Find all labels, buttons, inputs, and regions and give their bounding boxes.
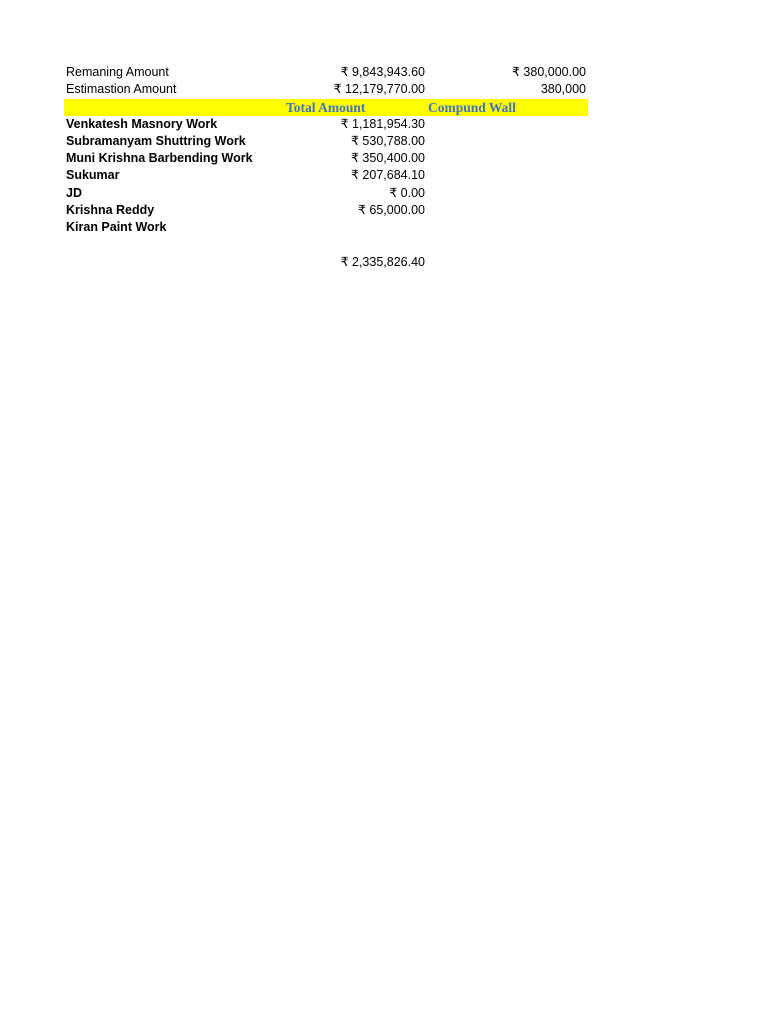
compound-wall-header: Compund Wall bbox=[428, 99, 516, 115]
summary-amount: ₹ 9,843,943.60 bbox=[340, 65, 425, 79]
blank-row bbox=[64, 237, 588, 254]
spreadsheet-page bbox=[64, 64, 588, 271]
item-row bbox=[64, 202, 588, 219]
item-name: Muni Krishna Barbending Work bbox=[66, 151, 253, 166]
item-amount: ₹ 1,181,954.30 bbox=[340, 116, 425, 131]
item-row bbox=[64, 167, 588, 184]
item-row bbox=[64, 116, 588, 133]
summary-label: Estimastion Amount bbox=[66, 82, 177, 97]
item-name: JD bbox=[66, 185, 82, 200]
summary-amount-secondary: 380,000 bbox=[540, 82, 586, 97]
item-row bbox=[64, 185, 588, 202]
item-amount: ₹ 65,000.00 bbox=[357, 203, 425, 218]
summary-row-remaining bbox=[64, 64, 588, 81]
item-name: Krishna Reddy bbox=[66, 203, 155, 218]
item-name: Kiran Paint Work bbox=[66, 220, 167, 235]
summary-amount-secondary: ₹ 380,000.00 bbox=[512, 65, 586, 79]
item-amount: ₹ 207,684.10 bbox=[351, 168, 425, 183]
summary-row-estimation bbox=[64, 81, 588, 98]
grand-total-row bbox=[64, 254, 588, 271]
item-name: Venkatesh Masnory Work bbox=[66, 116, 218, 131]
item-name: Sukumar bbox=[66, 168, 120, 183]
header-row bbox=[64, 99, 588, 116]
item-row bbox=[64, 133, 588, 150]
item-name: Subramanyam Shuttring Work bbox=[66, 133, 246, 148]
summary-amount: ₹ 12,179,770.00 bbox=[333, 82, 425, 97]
item-row bbox=[64, 219, 588, 236]
item-amount: ₹ 350,400.00 bbox=[351, 151, 425, 166]
grand-total-amount: ₹ 2,335,826.40 bbox=[340, 254, 425, 269]
item-row bbox=[64, 150, 588, 167]
summary-label: Remaning Amount bbox=[66, 65, 169, 79]
total-amount-header: Total Amount bbox=[286, 99, 366, 115]
item-amount: ₹ 530,788.00 bbox=[351, 133, 425, 148]
item-amount: ₹ 0.00 bbox=[389, 185, 425, 200]
